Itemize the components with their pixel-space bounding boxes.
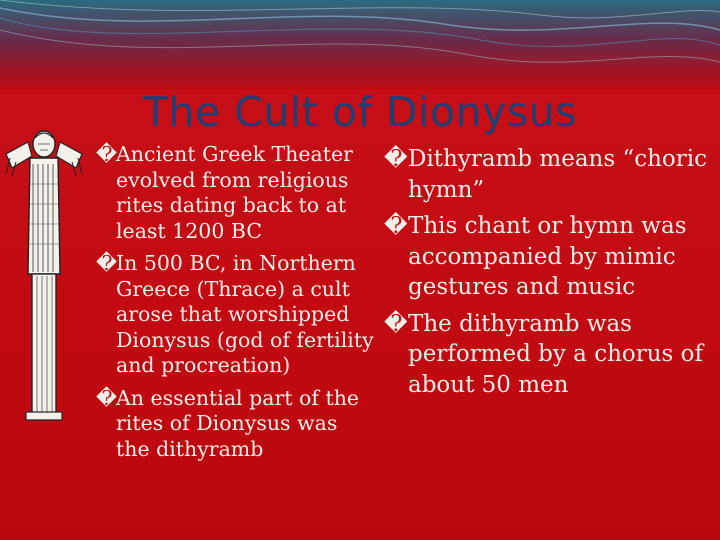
list-item [96,142,376,244]
bullet-icon: � [96,251,118,275]
bullet-icon: � [384,146,408,172]
bullet-icon: � [96,142,118,166]
list-item [384,309,714,401]
list-item [384,211,714,303]
bullet-text: Dithyramb means “choric hymn” [408,146,707,203]
bullet-icon: � [384,213,408,239]
bullet-icon: � [384,310,408,337]
bullet-text: The dithyramb was performed by a chorus of about 50 men [408,310,704,398]
list-item [96,251,376,379]
right-bullet-list [384,144,714,406]
bullet-text: An essential part of the rites of Dionysus was the dithyramb [116,385,360,461]
bullet-text: Ancient Greek Theater evolved from religious rites dating back to at least 1200 BC [116,142,353,243]
list-item [384,144,714,205]
bullet-icon: � [96,385,118,410]
decorative-top-band [0,0,720,90]
slide-title: The Cult of Dionysus [143,88,577,136]
bullet-text: In 500 BC, in Northern Greece (Thrace) a cult arose that worshipped Dionysus (god of fertility and procreation) [116,251,374,377]
dionysus-statue-icon [2,124,86,424]
bullet-text: This chant or hymn was accompanied by mimic gestures and music [408,213,687,300]
list-item [96,386,376,463]
left-bullet-list [96,142,376,469]
